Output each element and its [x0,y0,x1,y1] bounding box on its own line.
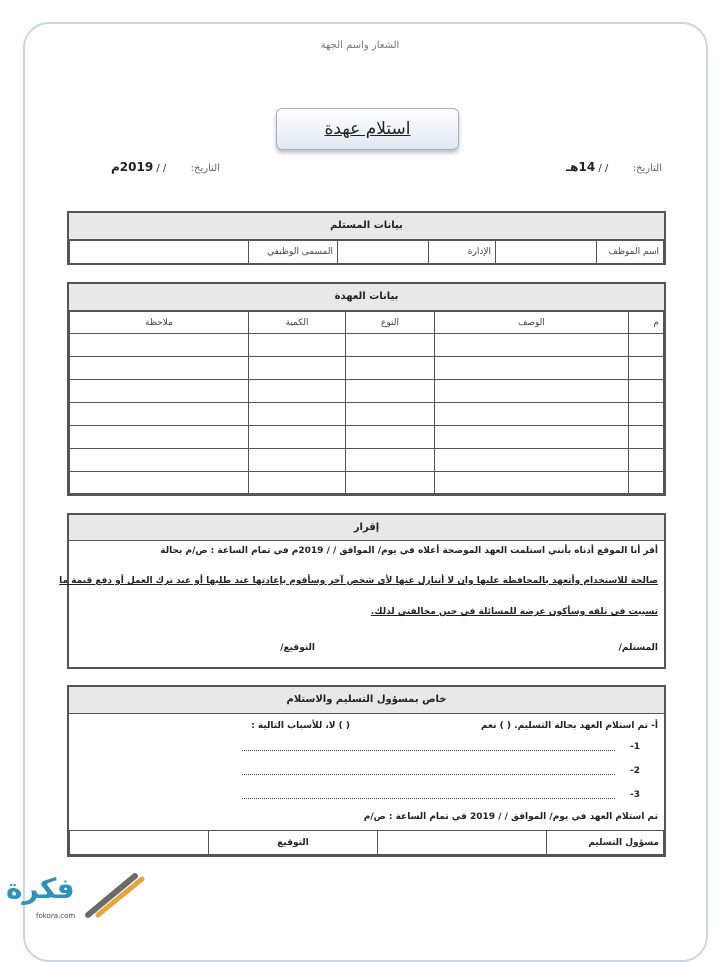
col-type: النوع [346,312,435,334]
handover-line-a-no: ( ) لا، للأسباب التالية : [251,721,350,731]
table-row[interactable] [70,449,664,472]
table-row[interactable] [70,357,664,380]
document-title: استلام عهدة [276,108,459,150]
officer-field[interactable] [378,831,547,855]
officer-label: مسؤول التسليم [547,831,664,855]
gregorian-date-sep: / / [156,163,167,174]
brand-site: fokora.com [36,912,76,920]
employee-name-label: اسم الموظف [597,241,664,264]
department-field[interactable] [338,241,429,264]
hijri-date-value: 14هـ [566,160,596,174]
custody-heading: بيانات العهدة [69,284,664,311]
fokora-logo [0,870,150,935]
gregorian-date-label: التاريخ: [190,163,220,174]
table-row[interactable] [70,426,664,449]
gregorian-date [111,160,220,174]
job-title-field[interactable] [70,241,249,264]
recipient-section [67,211,666,265]
handover-footer-table [69,830,664,855]
declaration-section [67,513,666,669]
reason-number-1: 1- [629,742,640,752]
custody-table [69,311,664,494]
declaration-heading: إقرار [69,515,664,541]
logo-placeholder-text: الشعار واسم الجهة [320,40,400,51]
col-index: م [629,312,664,334]
employee-name-field[interactable] [496,241,597,264]
custody-header-row [70,312,664,334]
table-row[interactable] [70,334,664,357]
reason-number-3: 3- [629,790,640,800]
handover-footer [69,830,664,855]
reason-item-1 [630,742,640,752]
reason-line-2[interactable] [242,774,615,775]
table-row[interactable] [70,403,664,426]
declaration-line-3: تسببت في تلفه وسأكون عرضة للمسائلة في حين مخالفتي لذلك. [370,607,658,617]
job-title-label: المسمى الوظيفي [249,241,338,264]
recipient-heading: بيانات المستلم [69,213,664,240]
hijri-date-sep: / / [598,163,609,174]
hijri-date [566,160,662,174]
declaration-signature-label: التوقيع/ [280,643,315,653]
gregorian-date-value: 2019م [110,160,154,174]
handover-heading: خاص بمسؤول التسليم والاستلام [69,687,664,714]
handover-signature-label: التوقيع [209,831,378,855]
declaration-line-1: أقر أنا الموقع أدناه بأنني استلمت العهد الموضحة أعلاه في يوم/ الموافق / / 2019م في تمام الساعة : ص/م بحالة [160,546,658,556]
hijri-date-label: التاريخ: [632,163,662,174]
reason-number-2: 2- [629,766,640,776]
table-row[interactable] [70,380,664,403]
reason-item-3 [630,790,640,800]
reason-line-1[interactable] [242,750,615,751]
handover-signature-field[interactable] [70,831,209,855]
department-label: الإدارة [429,241,496,264]
col-description: الوصف [435,312,629,334]
recipient-label: المستلم/ [618,643,658,653]
reason-item-2 [630,766,640,776]
col-notes: ملاحظة [70,312,249,334]
col-quantity: الكمية [249,312,346,334]
handover-line-a: أ- تم استلام العهد بحالة التسليم. ( ) نعم [481,721,658,731]
declaration-line-2: صالحة للاستخدام وأتعهد بالمحافظة عليها وان لا أتنازل عنها لأي شخص آخر وسأقوم بإعادتها عند طلبها أو عند ترك العمل أو دفع قيمة ما [59,576,658,586]
recipient-table [69,240,664,264]
received-line: تم استلام العهد في يوم/ الموافق / / 2019 في تمام الساعة : ص/م [363,812,658,822]
brand-name: فكرة [6,872,75,905]
custody-section [67,282,666,496]
table-row[interactable] [70,472,664,494]
reason-line-3[interactable] [242,798,615,799]
